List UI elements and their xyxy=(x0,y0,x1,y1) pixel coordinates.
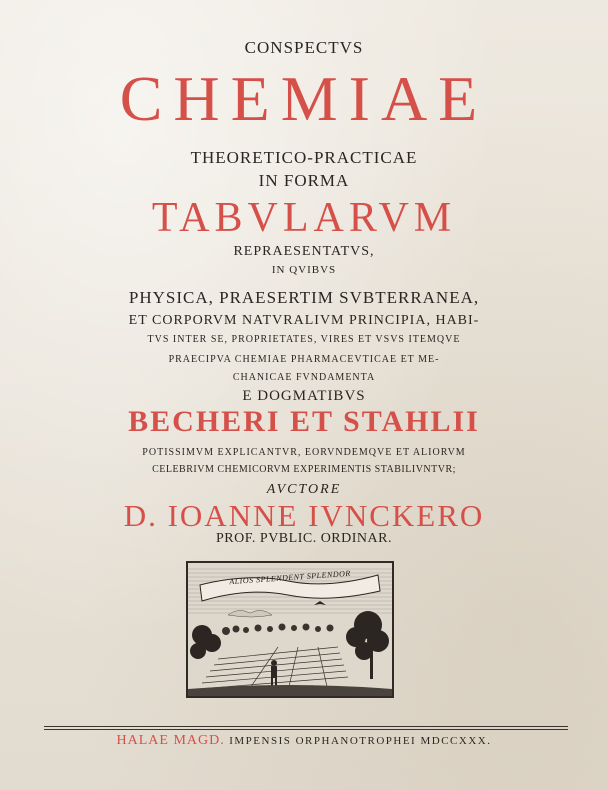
vignette-motto: ALIOS SPLENDENT SPLENDOR xyxy=(229,568,351,587)
title-line-physica: PHYSICA, PRAESERTIM SVBTERRANEA, xyxy=(128,288,480,307)
title-line-in-quibus: IN QVIBVS xyxy=(271,264,337,276)
imprint-rule-bottom xyxy=(44,729,568,730)
title-line-becheri: BECHERI ET STAHLII xyxy=(128,405,480,438)
title-line-auctore: AVCTORE xyxy=(266,482,342,497)
author-title: PROF. PVBLIC. ORDINAR. xyxy=(216,531,392,546)
title-line-chanicae: CHANICAE FVNDAMENTA xyxy=(232,372,376,383)
title-line-repraesentatus: REPRAESENTATVS, xyxy=(233,244,375,259)
author-name: D. IOANNE IVNCKERO xyxy=(123,498,485,533)
imprint-rule-top xyxy=(44,726,568,727)
title-line-in-forma: IN FORMA xyxy=(258,171,350,190)
title-line-celebrium: CELEBRIVM CHEMICORVM EXPERIMENTIS STABILIVNTVR; xyxy=(152,464,456,475)
title-line-praecipua: PRAECIPVA CHEMIAE PHARMACEVTICAE ET ME- xyxy=(168,354,440,365)
title-line-potissimum: POTISSIMVM EXPLICANTVR, EORVNDEMQVE ET ALIORVM xyxy=(142,447,466,458)
imprint xyxy=(0,733,608,749)
engraved-vignette xyxy=(186,561,394,698)
imprint-publisher-date: IMPENSIS ORPHANOTROPHEI MDCCXXX. xyxy=(229,735,492,747)
title-line-tabularum: TABVLARVM xyxy=(151,195,457,241)
title-line-theoretico: THEORETICO-PRACTICAE xyxy=(190,148,418,167)
imprint-place: HALAE MAGD. xyxy=(116,733,225,748)
title-line-conspectus: CONSPECTVS xyxy=(244,38,364,57)
title-line-e-dogmatibus: E DOGMATIBVS xyxy=(242,388,366,404)
title-line-chemiae: CHEMIAE xyxy=(119,63,489,134)
title-line-tus-inter: TVS INTER SE, PROPRIETATES, VIRES ET VSVS ITEMQVE xyxy=(147,334,461,345)
title-line-corporum: ET CORPORVM NATVRALIVM PRINCIPIA, HABI- xyxy=(128,313,480,328)
